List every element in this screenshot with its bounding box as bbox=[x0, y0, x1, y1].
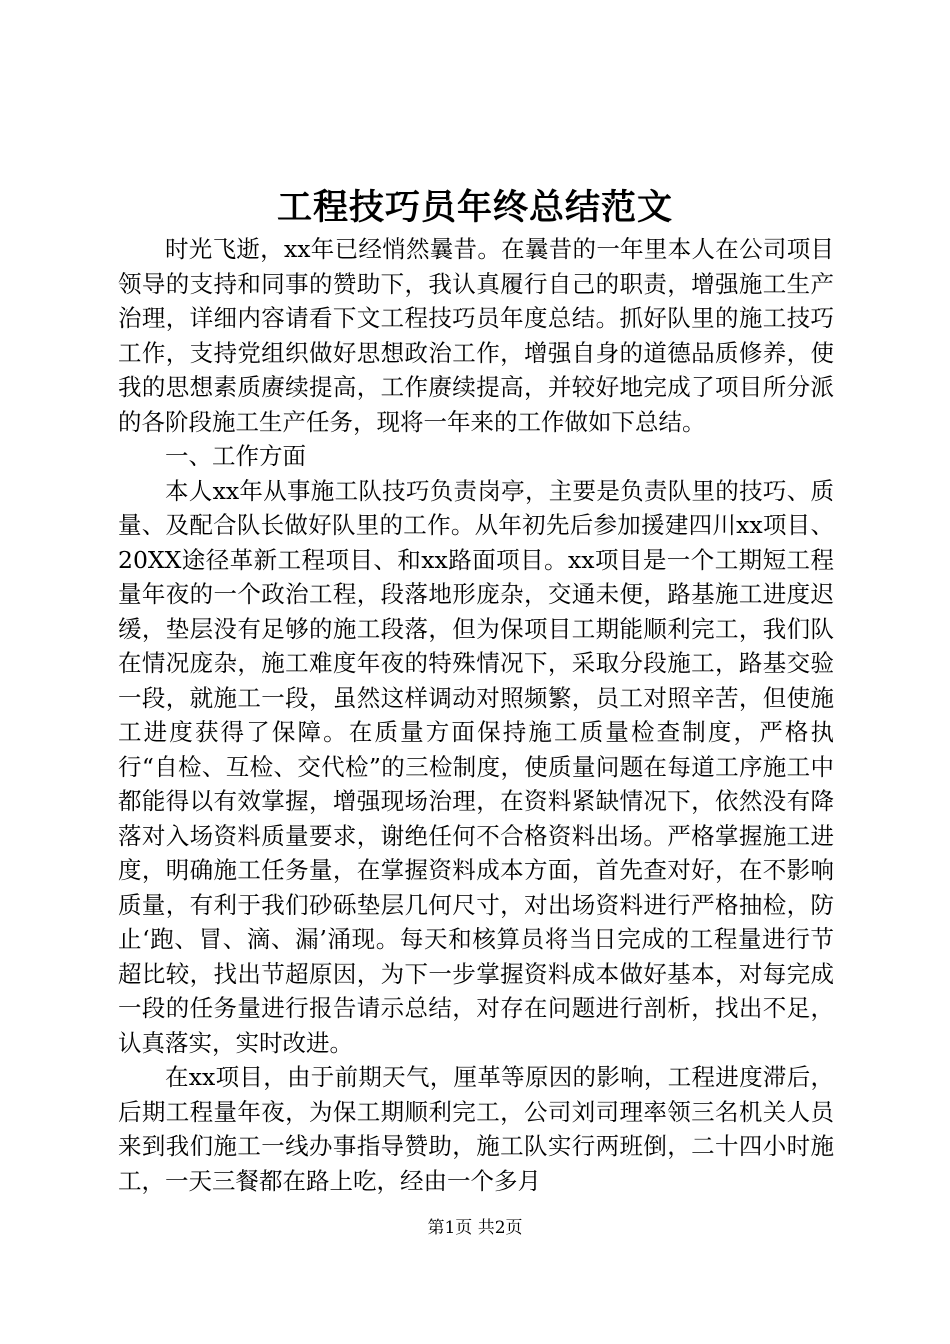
section-heading-work: 一、工作方面 bbox=[165, 442, 306, 470]
page-number-footer: 第1页 共2页 bbox=[427, 1218, 523, 1238]
paragraph-intro: 时光飞逝，xx年已经悄然曩昔。在曩昔的一年里本人在公司项目领导的支持和同事的赞助下，我认真履行自己的职责，增强施工生产治理，详细内容请看下文工程技巧员年度总结。抓好队里的施工技巧工作，支持党组织做好思想政治工作，增强自身的道德品质修养，使我的思想素质赓续提高，工作赓续提高，并较好地完成了项目所分派的各阶段施工生产任务，现将一年来的工作做如下总结。 bbox=[118, 235, 834, 436]
paragraph-project-progress: 在xx项目，由于前期天气，厘革等原因的影响，工程进度滞后，后期工程量年夜，为保工期顺利完工，公司刘司理率领三名机关人员来到我们施工一线办事指导赞助，施工队实行两班倒，二十四小时施工，一天三餐都在路上吃，经由一个多月 bbox=[118, 1063, 834, 1195]
paragraph-work-details: 本人xx年从事施工队技巧负责岗亭，主要是负责队里的技巧、质量、及配合队长做好队里的工作。从年初先后参加援建四川xx项目、20XX途径革新工程项目、和xx路面项目。xx项目是一个工期短工程量年夜的一个政治工程，段落地形庞杂，交通未便，路基施工进度迟缓，垫层没有足够的施工段落，但为保项目工期能顺利完工，我们队在情况庞杂，施工难度年夜的特殊情况下，采取分段施工，路基交验一段，就施工一段，虽然这样调动对照频繁，员工对照辛苦，但使施工进度获得了保障。在质量方面保持施工质量检查制度，严格执行“自检、互检、交代检”的三检制度，使质量问题在每道工序施工中都能得以有效掌握，增强现场治理，在资料紧缺情况下，依然没有降落对入场资料质量要求，谢绝任何不合格资料出场。严格掌握施工进度，明确施工任务量，在掌握资料成本方面，首先查对好，在不影响质量，有利于我们砂砾垫层几何尺寸，对出场资料进行严格抽检，防止‘跑、冒、滴、漏’涌现。每天和核算员将当日完成的工程量进行节超比较，找出节超原因，为下一步掌握资料成本做好基本，对每完成一段的任务量进行报告请示总结，对存在问题进行剖析，找出不足，认真落实，实时改进。 bbox=[118, 476, 834, 1057]
document-body bbox=[118, 232, 834, 1198]
document-title: 工程技巧员年终总结范文 bbox=[276, 187, 673, 228]
